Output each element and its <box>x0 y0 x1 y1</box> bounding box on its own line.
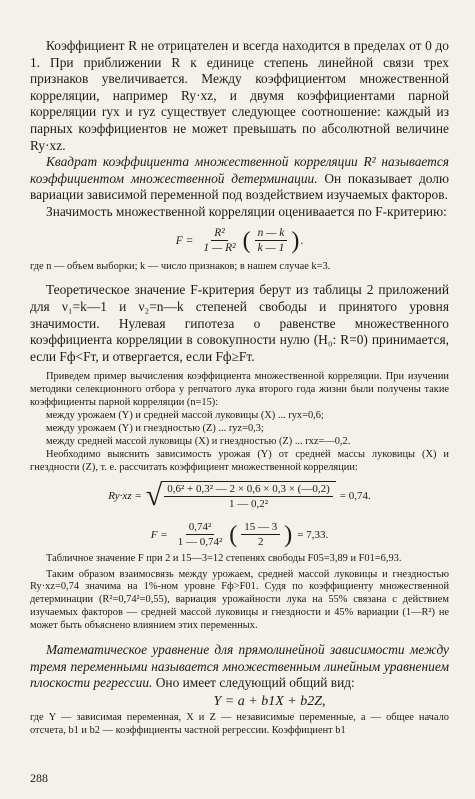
formula-fc-lhs: F = <box>150 528 168 541</box>
formula-fc-degrees-numerator: 15 — 3 <box>241 521 280 535</box>
regression-general-form: Оно имеет следующий общий вид: <box>152 675 355 691</box>
formula-f-degrees-fraction <box>255 227 288 254</box>
determination-explanation: Он показывает долю вариации зависимой переменной под воздействием изучаемых факторов. <box>30 170 449 203</box>
square-root <box>145 478 336 512</box>
right-paren: ) <box>284 521 293 548</box>
formula-r-denominator: 1 — 0,2² <box>228 497 269 510</box>
formula-regression-equation: Y = a + b1X + b2Z, <box>213 693 326 709</box>
radical-sign: √ <box>145 478 163 512</box>
formula-r-result: = 0,74. <box>339 489 371 502</box>
formula-fc-numerator: 0,74² <box>186 521 215 535</box>
radicand <box>161 481 336 511</box>
formula-r-numerator: 0,6² + 0,3² — 2 × 0,6 × 0,3 × (—0,2) <box>164 483 333 497</box>
formula-f-criterion <box>30 221 449 261</box>
formula-fc-degrees-fraction <box>241 521 280 548</box>
example-rxz: между средней массой луковицы (X) и гнездностью (Z) ... rxz=—0,2. <box>46 435 351 447</box>
paragraph-regression-plane <box>30 642 449 692</box>
example-conclusion: Таким образом взаимосвязь между урожаем, средней массой луковицы и гнездностью Ry·xz=0,74 значима на 1%-ном уровне Fф>F01. Судя по коэффициенту множественной детерминации (R²=0,74²=0,55), вариация урожайности лука на 55% связана с действием изучаемых факторов — средней массой луковицы и гнездности и 45% вариации (1—R²) не может быть объяснено влиянием этих переменных. <box>30 568 449 632</box>
example-task: Необходимо выяснить зависимость урожая (Y) от средней массы луковицы (X) и гнездности (Z), т. е. рассчитать коэффициент множественной корреляции: <box>30 448 449 473</box>
paragraph-coefficient-r: Коэффициент R не отрицателен и всегда находится в пределах от 0 до 1. При приближении R к единице степень линейной связи трех признаков увеличивается. Между коэффициентом множественной корреляции, например Ry·xz, и двумя коэффициентами парной корреляции ryx и ryz существует следующее соотношение: каждый из парных коэффициентов не может превышать по абсолютной величине Ry·xz. <box>30 38 449 153</box>
formula-r-fraction <box>164 483 333 510</box>
left-paren: ( <box>229 521 238 548</box>
determination-definition: Квадрат коэффициента множественной корреляции R² называется коэффициентом множественной детерминации. <box>30 154 449 186</box>
paragraph-significance: Значимость множественной корреляции оцениваается по F-критерию: <box>46 203 447 219</box>
formula-f-numerator: R² <box>211 227 227 241</box>
paragraph-determination <box>30 154 449 204</box>
example-ryz: между урожаем (Y) и гнездностью (Z) ... ryz=0,3; <box>46 423 264 435</box>
formula-f-fraction <box>200 227 238 254</box>
formula-multiple-correlation <box>30 475 449 517</box>
right-paren: ) <box>291 227 300 254</box>
example-intro: Приведем пример вычисления коэффициента множественной корреляции. При изучении методики селекционного отбора у репчатого лука второго года жизни были получены такие коэффициенты парной корреляции (n=15): <box>30 371 449 409</box>
page-number: 288 <box>30 771 48 785</box>
paragraph-where-n-k: где n — объем выборки; k — число признаков; в нашем случае k=3. <box>30 260 331 272</box>
paragraph-theoretical-f: Теоретическое значение F-критерия берут из таблицы 2 приложений для ν₁=k—1 и ν₂=n—k степеней свободы и принятого уровня значимости. Нулевая гипотеза о равенстве множественного коэффициента корреляции в совокупности нулю (H₀: R=0) принимается, если Fф<Fт, и отвергается, если Fф≥Fт. <box>30 282 449 364</box>
example-table-value: Табличное значение F при 2 и 15—3=12 степенях свободы F05=3,89 и F01=6,93. <box>46 552 402 564</box>
formula-f-degrees-denominator: k — 1 <box>257 242 285 255</box>
formula-fc-degrees-denominator: 2 <box>258 536 264 549</box>
formula-f-denominator: 1 — R² <box>203 242 236 255</box>
example-ryx: между урожаем (Y) и средней массой луковицы (X) ... ryx=0,6; <box>46 410 324 422</box>
formula-r-lhs: Ry·xz = <box>108 489 142 502</box>
formula-f-computed <box>30 517 449 553</box>
regression-definition: Математическое уравнение для прямолинейной зависимости между тремя переменными называется множественным линейным уравнением плоскости регрессии. <box>30 642 449 691</box>
formula-f-end: . <box>300 234 304 247</box>
formula-f-lhs: F = <box>175 234 194 247</box>
formula-fc-fraction <box>175 521 226 548</box>
formula-fc-result: = 7,33. <box>297 528 329 541</box>
paragraph-where-y: где Y — зависимая переменная, X и Z — независимые переменные, a — общее начало отсчета, b1 и b2 — коэффициенты частной регрессии. Коэффициент b1 <box>30 711 449 736</box>
formula-f-degrees-numerator: n — k <box>255 227 288 241</box>
left-paren: ( <box>242 227 251 254</box>
formula-fc-denominator: 1 — 0,74² <box>177 536 223 549</box>
